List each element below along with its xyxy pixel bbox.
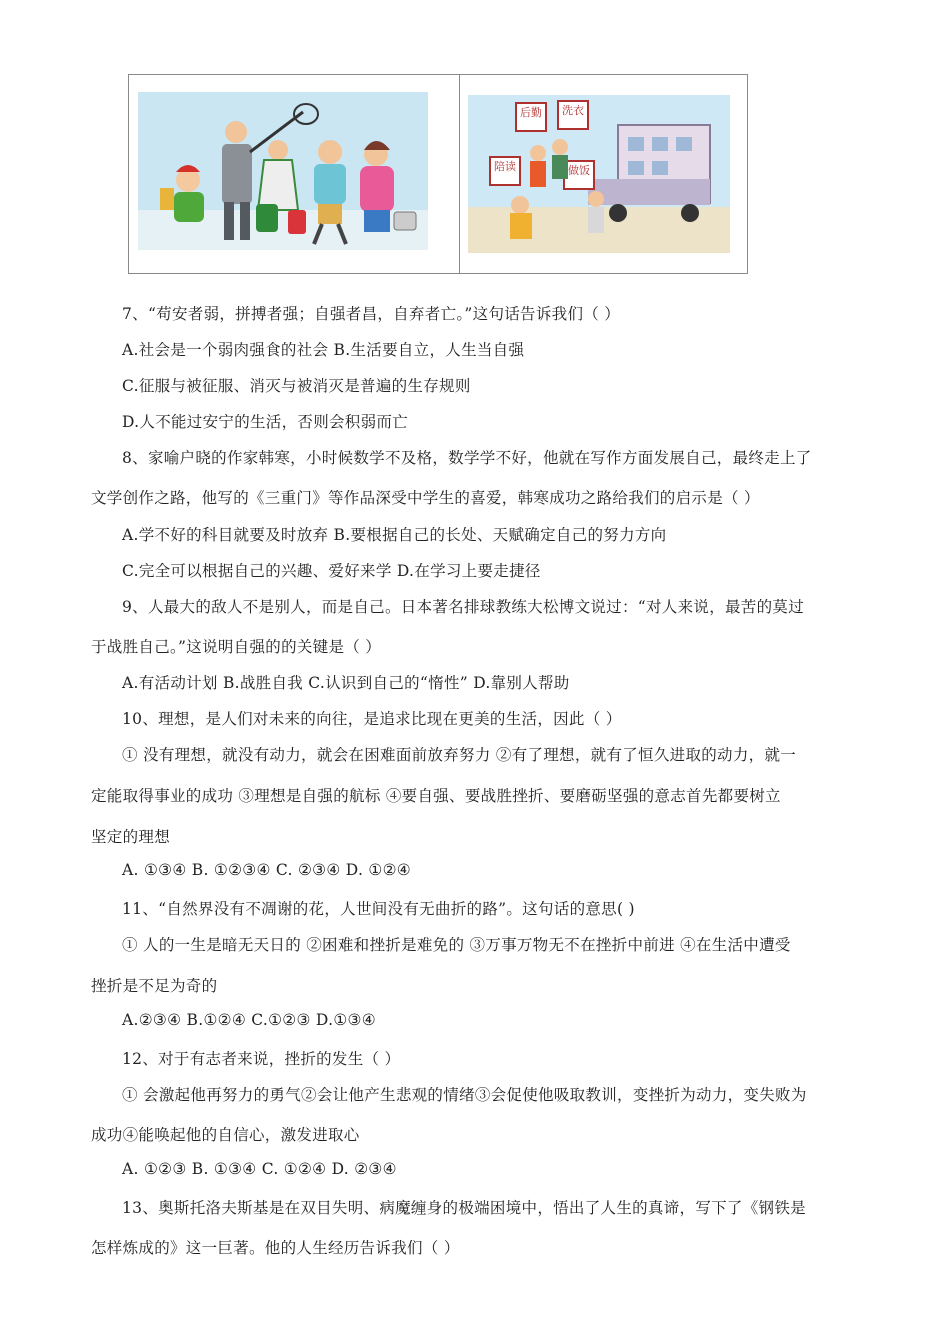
question-8-stem-line1: 8、家喻户晓的作家韩寒，小时候数学不及格，数学学不好，他就在写作方面发展自己，最终走上了	[122, 449, 812, 467]
question-9-options: A.有活动计划 B.战胜自我 C.认识到自己的“惰性” D.靠别人帮助	[122, 674, 570, 692]
question-11-statements-line1: ① 人的一生是暗无天日的 ②困难和挫折是难免的 ③万事万物无不在挫折中前进 ④在生活中遭受	[122, 936, 791, 954]
question-7-options-ab: A.社会是一个弱肉强食的社会 B.生活要自立，人生当自强	[122, 341, 525, 359]
question-9-stem-line1: 9、人最大的敌人不是别人，而是自己。日本著名排球教练大松博文说过：“对人来说，最苦的莫过	[122, 598, 804, 616]
sign-logistics: 后勤	[520, 106, 542, 119]
family-vacation-illustration	[138, 92, 428, 250]
question-11-options: A.②③④ B.①②④ C.①②③ D.①③④	[122, 1011, 376, 1029]
question-13-stem-line2: 怎样炼成的》这一巨著。他的人生经历告诉我们（ ）	[91, 1239, 460, 1257]
question-7-option-c: C.征服与被征服、消灭与被消灭是普遍的生存规则	[122, 377, 471, 395]
question-11-stem: 11、“自然界没有不凋谢的花，人世间没有无曲折的路”。这句话的意思( )	[122, 900, 635, 918]
question-12-statements-line2: 成功④能唤起他的自信心，激发进取心	[91, 1126, 360, 1144]
question-11-statements-line2: 挫折是不足为奇的	[91, 977, 218, 995]
question-8-options-cd: C.完全可以根据自己的兴趣、爱好来学 D.在学习上要走捷径	[122, 562, 541, 580]
question-10-statements-line3: 坚定的理想	[91, 828, 171, 846]
sign-cooking: 做饭	[568, 164, 590, 177]
sign-laundry: 洗衣	[562, 104, 584, 117]
question-10-statements-line1: ① 没有理想，就没有动力，就会在困难面前放弃努力 ②有了理想，就有了恒久进取的动力，就一	[122, 746, 797, 764]
question-7-option-d: D.人不能过安宁的生活，否则会积弱而亡	[122, 413, 409, 431]
question-8-stem-line2: 文学创作之路，他写的《三重门》等作品深受中学生的喜爱，韩寒成功之路给我们的启示是（ ）	[91, 489, 760, 507]
question-12-stem: 12、对于有志者来说，挫折的发生（ ）	[122, 1050, 401, 1068]
question-7-stem: 7、“苟安者弱，拼搏者强；自强者昌，自弃者亡。”这句话告诉我们（ ）	[122, 305, 621, 323]
question-9-stem-line2: 于战胜自己。”这说明自强的的关键是（ ）	[91, 638, 382, 656]
question-10-statements-line2: 定能取得事业的成功 ③理想是自强的航标 ④要自强、要战胜挫折、要磨砺坚强的意志首先都要树立	[91, 787, 781, 805]
question-12-statements-line1: ① 会激起他再努力的勇气②会让他产生悲观的情绪③会促使他吸取教训，变挫折为动力，变失败为	[122, 1086, 807, 1104]
illustration-frame	[128, 74, 748, 274]
panel-divider	[459, 75, 460, 273]
question-13-stem-line1: 13、奥斯托洛夫斯基是在双目失明、病魔缠身的极端困境中，悟出了人生的真谛，写下了《钢铁是	[122, 1199, 806, 1217]
question-8-options-ab: A.学不好的科目就要及时放弃 B.要根据自己的长处、天赋确定自己的努力方向	[122, 526, 667, 544]
question-10-options: A. ①③④ B. ①②③④ C. ②③④ D. ①②④	[122, 861, 412, 879]
question-10-stem: 10、理想，是人们对未来的向往，是追求比现在更美的生活，因此（ ）	[122, 710, 622, 728]
parents-serving-child-illustration	[468, 95, 730, 253]
sign-accompany-study: 陪读	[494, 160, 516, 173]
question-12-options: A. ①②③ B. ①③④ C. ①②④ D. ②③④	[122, 1160, 397, 1178]
